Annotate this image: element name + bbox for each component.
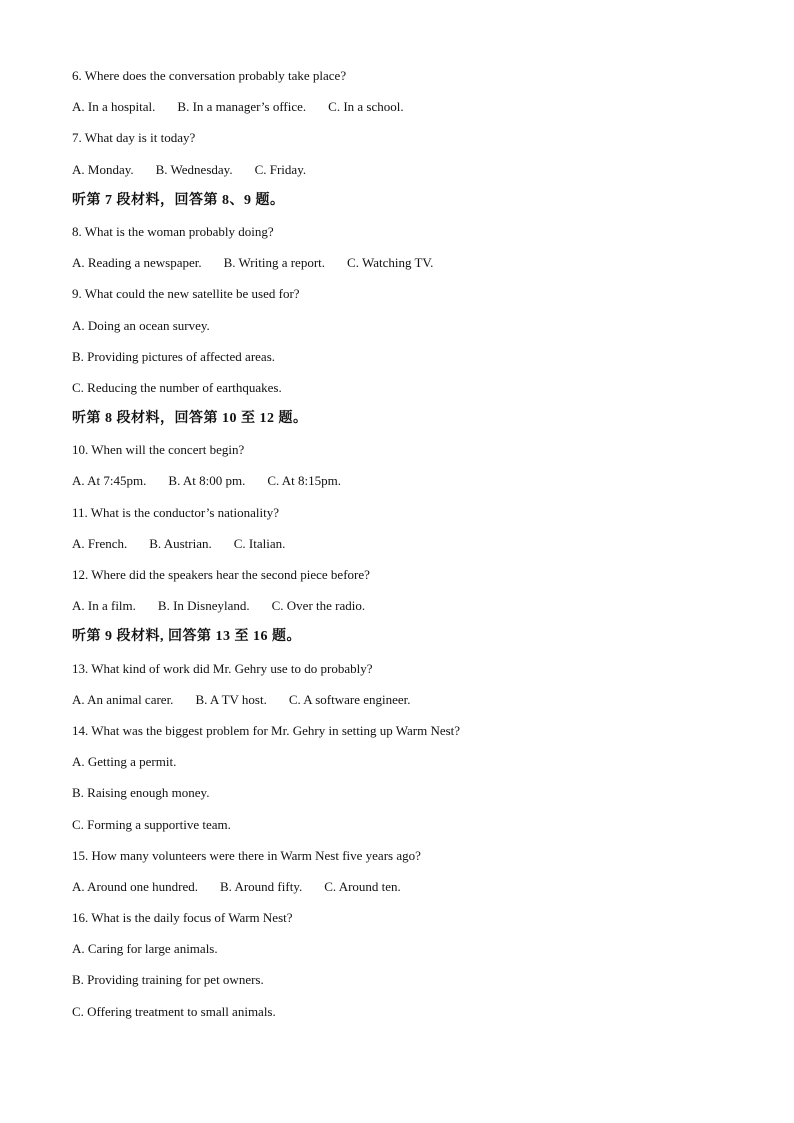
question-line: A. Doing an ocean survey. [72,317,210,333]
options-row [72,253,752,284]
options-row [72,97,752,128]
options-row [72,160,752,191]
question-line: 6. Where does the conversation probably take place? [72,68,347,83]
answer-option: B. Around fifty. [220,878,303,894]
answer-option: C. Over the radio. [271,598,366,614]
answer-option: C. Around ten. [324,878,401,894]
answer-option: B. Wednesday. [155,161,233,177]
options-row [72,471,752,502]
section-heading: 听第 8 段材料，回答第 10 至 12 题。 [72,411,308,427]
options-row [72,877,752,908]
answer-option: A. At 7:45pm. [72,473,147,489]
question-line: 14. What was the biggest problem for Mr. Gehry in setting up Warm Nest? [72,722,461,738]
exam-page [72,66,752,1033]
question-line: C. Forming a supportive team. [72,816,231,832]
question-line: 12. Where did the speakers hear the second piece before? [72,567,370,582]
question-line: 10. When will the concert begin? [72,442,245,458]
answer-option: A. In a film. [72,598,136,614]
answer-option: B. A TV host. [195,691,267,707]
answer-option: C. Watching TV. [347,255,434,271]
question-line: B. Providing pictures of affected areas. [72,348,275,364]
options-row [72,690,752,721]
answer-option: C. At 8:15pm. [267,473,342,489]
section-heading: 听第 9 段材料, 回答第 13 至 16 题。 [72,629,301,645]
question-line: C. Offering treatment to small animals. [72,1003,276,1019]
answer-option: B. In a manager’s office. [177,99,307,115]
question-line: 9. What could the new satellite be used for? [72,286,300,302]
question-line: B. Providing training for pet owners. [72,972,264,988]
answer-option: C. In a school. [328,99,404,115]
answer-option: C. Italian. [233,535,286,551]
question-line: C. Reducing the number of earthquakes. [72,379,282,395]
question-line: 13. What kind of work did Mr. Gehry use to do probably? [72,660,373,676]
question-line: 11. What is the conductor’s nationality? [72,504,279,520]
answer-option: B. Writing a report. [223,255,326,271]
options-row [72,596,752,627]
question-line: 7. What day is it today? [72,130,196,146]
answer-option: A. In a hospital. [72,99,156,115]
question-line: B. Raising enough money. [72,785,210,801]
answer-option: A. An animal carer. [72,691,174,707]
answer-option: C. A software engineer. [288,691,411,707]
answer-option: A. French. [72,535,128,551]
answer-option: A. Reading a newspaper. [72,255,202,271]
question-line: 8. What is the woman probably doing? [72,223,274,239]
question-line: A. Caring for large animals. [72,941,218,957]
section-heading: 听第 7 段材料，回答第 8、9 题。 [72,192,285,208]
question-line: 16. What is the daily focus of Warm Nest? [72,910,293,926]
answer-option: A. Around one hundred. [72,878,199,894]
answer-option: C. Friday. [254,161,307,177]
options-row [72,534,752,565]
answer-option: B. At 8:00 pm. [168,473,246,489]
answer-option: A. Monday. [72,161,134,177]
question-line: A. Getting a permit. [72,754,177,770]
question-line: 15. How many volunteers were there in Warm Nest five years ago? [72,847,421,863]
answer-option: B. Austrian. [149,535,212,551]
answer-option: B. In Disneyland. [157,598,250,614]
